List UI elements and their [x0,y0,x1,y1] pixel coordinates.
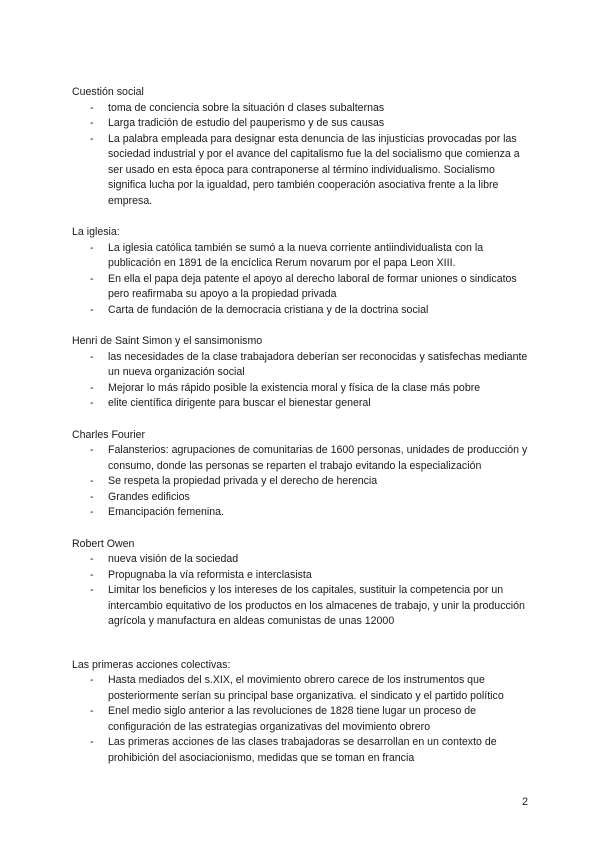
list-item: - La iglesia católica también se sumó a la nueva corriente antiindividualista con la publicación en 1891 de la encíclica Rerum novarum por el papa Leon XIII. [90,241,484,269]
list-item: - Emancipación femenina. [72,505,532,521]
list-item: - Hasta mediados del s.XIX, el movimiento obrero carece de los instrumentos que posteriormente serían su principal base organizativa. el sindicato y el partido político [90,674,504,702]
section-heading: Robert Owen [72,537,135,550]
section-la-iglesia [72,225,532,318]
list-item: - La palabra empleada para designar esta denuncia de las injusticias provocadas por las sociedad industrial y por el avance del capitalismo fue la del socialismo que comienza a ser usado en esta época para contraponerse al término individualismo. Socialismo significa lucha por la igualdad, pero también cooperación asociativa frente a la libre empresa. [90,132,520,207]
section-saint-simon [72,334,532,412]
dash-bullet: - [90,117,94,129]
section-heading: Las primeras acciones colectivas: [72,658,231,671]
list-item: - Carta de fundación de la democracia cristiana y de la doctrina social [72,303,532,319]
bullet-list [72,241,532,319]
bullet-list [72,350,532,412]
dash-bullet: - [90,444,94,456]
dash-bullet: - [90,584,94,596]
list-item: - Limitar los beneficios y los intereses de los capitales, sustituir la competencia por un intercambio equitativo de los productos en los almacenes de trabajo, y unir la producción agrícola y manufactura en aldeas comunistas de unas 12000 [90,584,525,627]
list-item: - Mejorar lo más rápido posible la existencia moral y física de la clase más pobre [72,381,532,397]
list-item: - Falansterios: agrupaciones de comunitarias de 1600 personas, unidades de producción y consumo, donde las personas se reparten el trabajo evitando la especialización [90,444,528,472]
dash-bullet: - [90,568,94,581]
list-item: - nueva visión de la sociedad [72,552,532,568]
dash-bullet: - [90,475,94,487]
section-heading: Cuestión social [72,86,144,98]
section-charles-fourier [72,428,532,521]
list-item: - Propugnaba la vía reformista e interclasista [72,568,532,584]
list-item: - Larga tradición de estudio del pauperismo y de sus causas [72,116,532,132]
dash-bullet: - [90,241,94,254]
bullet-list [72,443,532,521]
bullet-list [72,101,532,210]
dash-bullet: - [90,506,94,518]
document-body [72,85,532,782]
dash-bullet: - [90,674,94,686]
dash-bullet: - [90,350,94,363]
dash-bullet: - [90,303,94,316]
bullet-list [72,552,532,630]
list-item: - En ella el papa deja patente el apoyo al derecho laboral de formar uniones o sindicatos pero reafirmaba su apoyo a la propiedad privada [90,272,517,300]
list-item: - toma de conciencia sobre la situación d clases subalternas [72,101,532,117]
dash-bullet: - [90,490,94,503]
list-item: - Grandes edificios [72,490,532,506]
bullet-list [72,673,532,766]
dash-bullet: - [90,272,94,285]
dash-bullet: - [90,705,94,717]
list-item: - elite científica dirigente para buscar el bienestar general [72,396,532,412]
section-robert-owen [72,537,532,630]
section-primeras-acciones [72,658,532,767]
dash-bullet: - [90,132,94,145]
section-heading: Henri de Saint Simon y el sansimonismo [72,335,263,347]
dash-bullet: - [90,553,94,565]
list-item: - Las primeras acciones de las clases trabajadoras se desarrollan en un contexto de prohibición del asociacionismo, medidas que se toman en francia [90,736,497,764]
section-heading: La iglesia: [72,226,120,238]
section-cuestion-social [72,85,532,209]
dash-bullet: - [90,101,94,114]
dash-bullet: - [90,736,94,748]
page-number: 2 [522,796,528,808]
list-item: - las necesidades de la clase trabajadora deberían ser reconocidas y satisfechas mediante un nueva organización social [90,350,528,378]
dash-bullet: - [90,381,94,394]
list-item: - Enel medio siglo anterior a las revoluciones de 1828 tiene lugar un proceso de configuración de las estrategias organizativas del movimiento obrero [90,705,477,733]
dash-bullet: - [90,397,94,409]
section-heading: Charles Fourier [72,428,146,441]
list-item: - Se respeta la propiedad privada y el derecho de herencia [72,474,532,490]
